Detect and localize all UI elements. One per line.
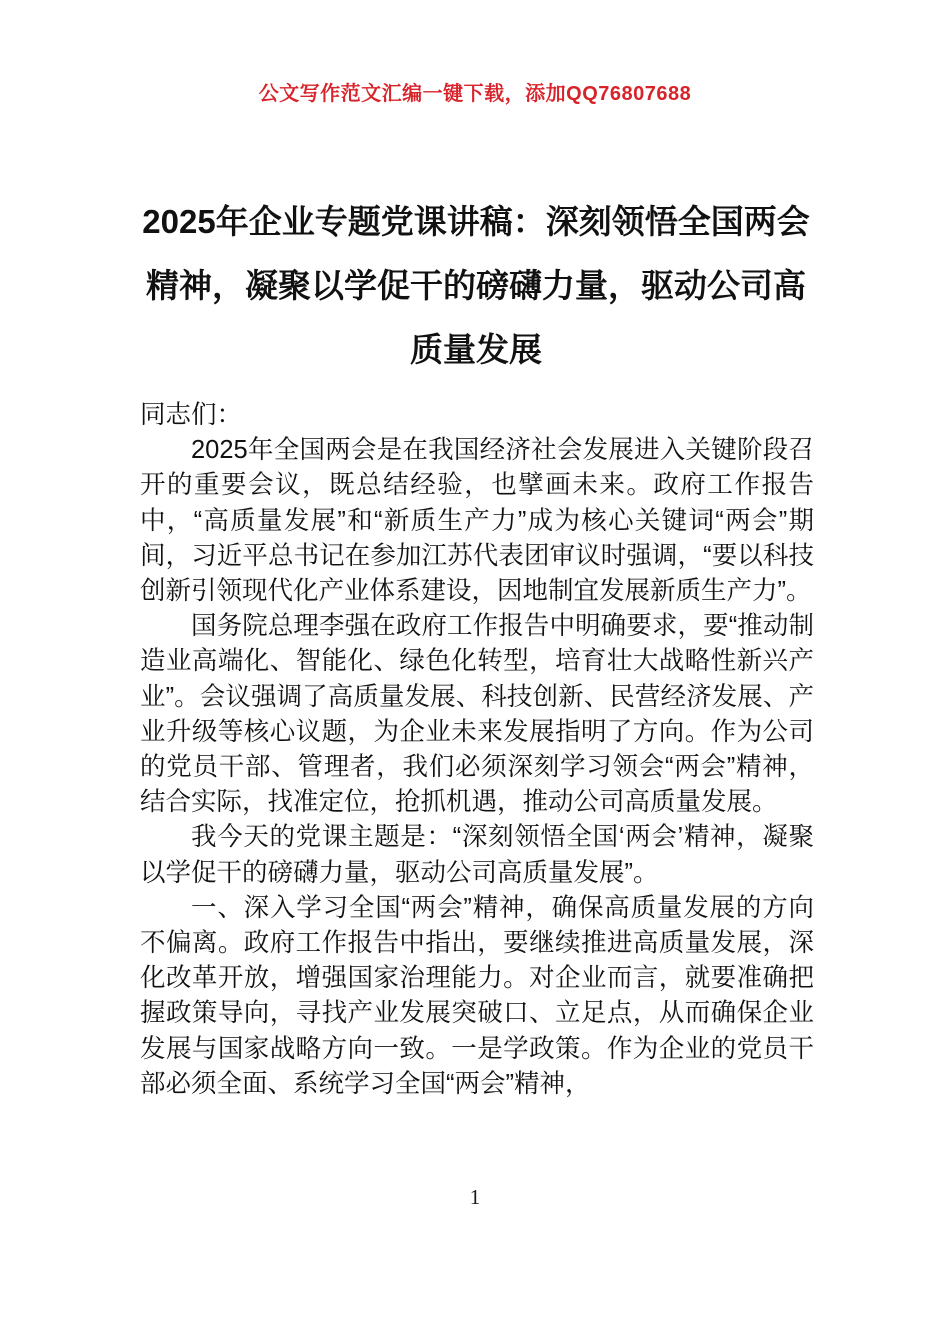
promo-header-watermark: 公文写作范文汇编一键下载，添加QQ76807688 [258, 83, 692, 105]
body-paragraph-3: 我今天的党课主题是：“深刻领悟全国‘两会’精神，凝聚以学促干的磅礴力量，驱动公司高质量发展”。 [140, 823, 814, 887]
document-body [140, 398, 814, 1102]
salutation: 同志们： [140, 401, 243, 429]
body-paragraph-4: 一、深入学习全国“两会”精神，确保高质量发展的方向不偏离。政府工作报告中指出，要继续推进高质量发展，深化改革开放，增强国家治理能力。对企业而言，就要准确把握政策导向，寻找产业发展突破口、立足点，从而确保企业发展与国家战略方向一致。一是学政策。作为企业的党员干部必须全面、系统学习全国“两会”精神， [140, 893, 814, 1098]
page-number: 1 [469, 1185, 481, 1209]
document-title: 2025年企业专题党课讲稿：深刻领悟全国两会精神，凝聚以学促干的磅礴力量，驱动公司高质量发展 [142, 203, 810, 369]
body-paragraph-2: 国务院总理李强在政府工作报告中明确要求，要“推动制造业高端化、智能化、绿色化转型，培育壮大战略性新兴产业”。会议强调了高质量发展、科技创新、民营经济发展、产业升级等核心议题，为企业未来发展指明了方向。作为公司的党员干部、管理者，我们必须深刻学习领会“两会”精神，结合实际，找准定位，抢抓机遇，推动公司高质量发展。 [140, 612, 814, 817]
body-paragraph-1: 2025年全国两会是在我国经济社会发展进入关键阶段召开的重要会议，既总结经验，也擘画未来。政府工作报告中，“高质量发展”和“新质生产力”成为核心关键词“两会”期间，习近平总书记在参加江苏代表团审议时强调，“要以科技创新引领现代化产业体系建设，因地制宜发展新质生产力”。 [140, 436, 814, 606]
